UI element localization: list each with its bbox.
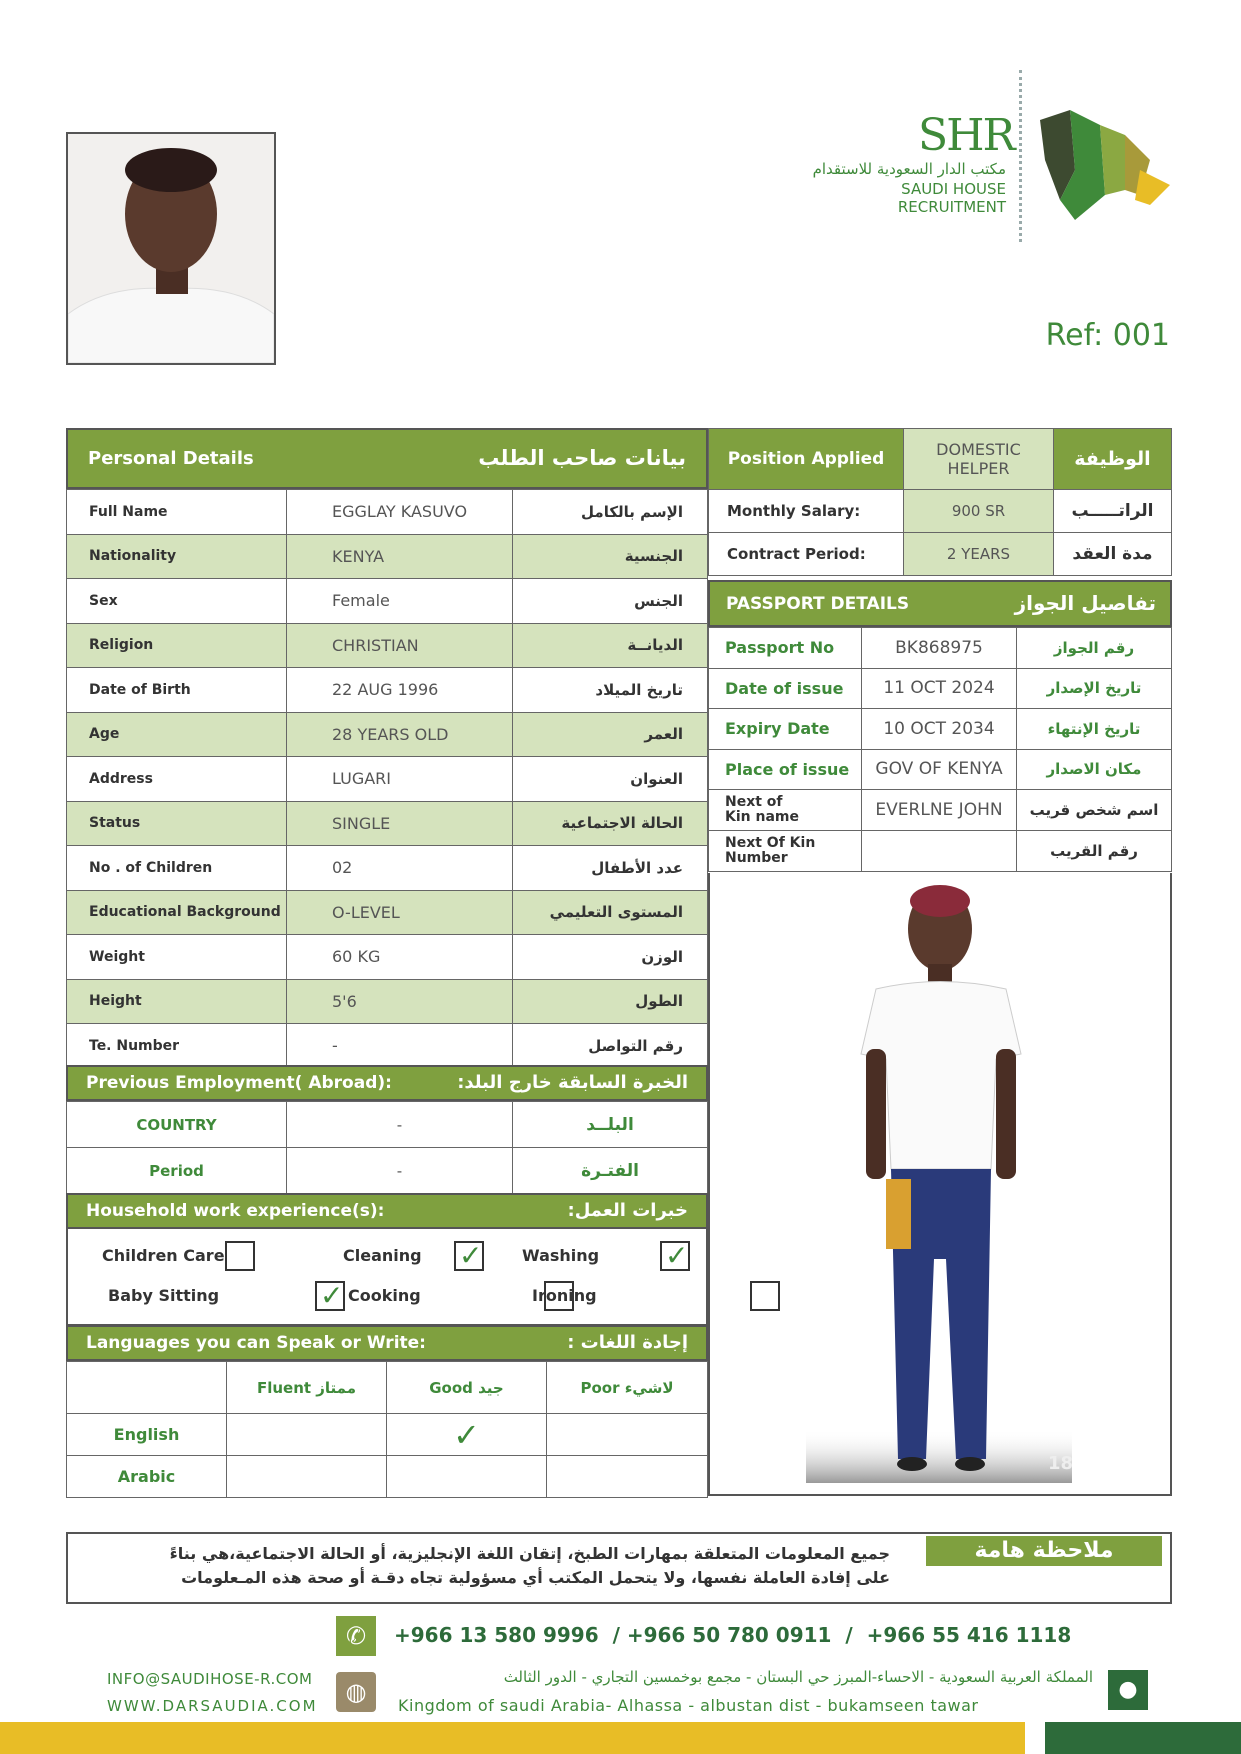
personal-value: - [287,1024,513,1069]
languages-title-en: Languages you can Speak or Write: [86,1333,426,1353]
kin-name-label-line2: Kin name [725,809,799,825]
photo-number: 18 [1048,1453,1074,1474]
portrait-image [68,134,274,363]
personal-label-ar: رقم التواصل [513,1024,708,1069]
personal-label-ar: العنوان [513,757,708,802]
phone-icon: ✆ [336,1616,376,1656]
personal-label: Nationality [67,534,287,579]
personal-label-ar: الحالة الاجتماعية [513,801,708,846]
position-value: DOMESTIC HELPER [904,429,1054,490]
kin-number-label-ar: رقم القريب [1017,831,1172,872]
passport-value: 11 OCT 2024 [862,668,1017,709]
contract-value: 2 YEARS [904,533,1054,576]
passport-value: GOV OF KENYA [862,749,1017,790]
contract-label: Contract Period: [709,533,904,576]
country-value: - [287,1102,513,1148]
skill-checkbox[interactable] [454,1241,484,1271]
personal-label-ar: الديانــة [513,623,708,668]
col-good: Good جيد [387,1362,547,1414]
period-value: - [287,1148,513,1194]
personal-label: Age [67,712,287,757]
passport-label-ar: مكان الاصدار [1017,749,1172,790]
personal-value: 28 YEARS OLD [287,712,513,757]
personal-row [67,1024,708,1069]
full-body-image [806,879,1072,1483]
languages-corner-cell [67,1362,227,1414]
position-row [709,429,1172,490]
personal-value: CHRISTIAN [287,623,513,668]
personal-label: Full Name [67,490,287,535]
household-title-en: Household work experience(s): [86,1201,385,1221]
note-line-1: جميع المعلومات المتعلقة بمهارات الطبخ، إتقان اللغة الإنجليزية، أو الحالة الاجتماعية،هي بناءً [169,1544,890,1563]
household-skills-panel [66,1229,708,1326]
passport-label-ar: تاريخ الإنتهاء [1017,709,1172,750]
col-fluent: Fluent ممتاز [227,1362,387,1414]
kin-name-value: EVERLNE JOHN [862,790,1017,831]
col-poor: Poor لاشيء [547,1362,708,1414]
passport-label: Expiry Date [709,709,862,750]
website: WWW.DARSAUDIA.COM [107,1697,318,1715]
personal-label: Weight [67,935,287,980]
personal-details-table [66,489,708,1069]
salary-value: 900 SR [904,490,1054,533]
language-name: English [67,1414,227,1456]
language-row [67,1414,708,1456]
personal-value: KENYA [287,534,513,579]
note-line-2: على إفادة العاملة نفسها، ولا يتحمل المكتب أي مسؤولية تجاه دقـة أو صحة هذه المـعلومات [181,1568,890,1587]
languages-title-ar: إجادة اللغات : [567,1332,688,1353]
kin-name-label-ar: اسم شخص قريب [1017,790,1172,831]
personal-label-ar: تاريخ الميلاد [513,668,708,713]
personal-label: Te. Number [67,1024,287,1069]
note-title: ملاحظة هامة [926,1536,1162,1566]
logo-map-icon [1030,90,1180,230]
personal-row [67,668,708,713]
personal-row [67,979,708,1024]
passport-label: Place of issue [709,749,862,790]
passport-row [709,628,1172,669]
personal-label: Address [67,757,287,802]
skill-checkbox[interactable] [225,1241,255,1271]
passport-value: 10 OCT 2034 [862,709,1017,750]
personal-label: No . of Children [67,846,287,891]
portrait-photo [66,132,276,365]
previous-employment-table [66,1101,708,1194]
kin-name-label [709,790,862,831]
passport-row [709,668,1172,709]
passport-row [709,749,1172,790]
skill-label: Washing [522,1246,600,1265]
language-poor-cell[interactable] [547,1456,708,1498]
passport-value: BK868975 [862,628,1017,669]
reference-number: Ref: 001 [1045,318,1170,353]
kin-number-row [709,831,1172,872]
kin-number-value [862,831,1017,872]
checkmark-icon: ✓ [453,1415,480,1454]
language-good-cell[interactable] [387,1414,547,1456]
personal-label-ar: الجنس [513,579,708,624]
personal-label: Religion [67,623,287,668]
personal-value: 02 [287,846,513,891]
personal-row [67,534,708,579]
personal-row [67,490,708,535]
important-note [66,1532,1172,1604]
kin-number-label [709,831,862,872]
phone-numbers: +966 13 580 9996 / +966 50 780 0911 / +966 55 416 1118 [394,1623,1072,1647]
passport-title-ar: تفاصيل الجواز [1014,591,1156,615]
previous-title-ar: الخبرة السابقة خارج البلد: [457,1072,688,1093]
salary-row [709,490,1172,533]
household-header [66,1193,708,1229]
passport-table [708,627,1172,872]
passport-label-ar: تاريخ الإصدار [1017,668,1172,709]
personal-value: 5'6 [287,979,513,1024]
contract-row [709,533,1172,576]
email: INFO@SAUDIHOSE-R.COM [107,1670,313,1688]
period-label-ar: الفتـرة [513,1148,708,1194]
passport-row [709,709,1172,750]
country-label-ar: البلــد [513,1102,708,1148]
full-body-photo-panel [708,873,1172,1496]
language-good-cell[interactable] [387,1456,547,1498]
skill-checkbox[interactable] [315,1281,345,1311]
position-label-ar: الوظيفة [1054,429,1172,490]
personal-label-ar: الإسم بالكامل [513,490,708,535]
personal-value: O-LEVEL [287,890,513,935]
period-label: Period [67,1148,287,1194]
skill-checkbox[interactable] [660,1241,690,1271]
personal-label-ar: الطول [513,979,708,1024]
logo-arabic: مكتب الدار السعودية للاستقدام [812,160,1006,178]
language-fluent-cell[interactable] [227,1414,387,1456]
location-pin-icon: ● [1108,1670,1148,1710]
globe-icon: ◍ [336,1672,376,1712]
languages-table [66,1361,708,1498]
skill-label: Ironing [532,1286,597,1305]
passport-label-ar: رقم الجواز [1017,628,1172,669]
skill-label: Children Care [102,1246,225,1265]
personal-row [67,890,708,935]
kin-number-label-line1: Next Of Kin [725,835,816,851]
address-ar: المملكة العربية السعودية - الاحساء-المبرز حي البستان - مجمع بوخمسين التجاري - الدور الثالث [503,1668,1093,1686]
skill-label: Cooking [348,1286,421,1305]
position-label: Position Applied [709,429,904,490]
passport-label: Passport No [709,628,862,669]
contract-label-ar: مدة العقد [1054,533,1172,576]
personal-label: Height [67,979,287,1024]
personal-row [67,935,708,980]
languages-header-row [67,1362,708,1414]
personal-value: EGGLAY KASUVO [287,490,513,535]
previous-period-row [67,1148,708,1194]
salary-label-ar: الراتـــــب [1054,490,1172,533]
language-poor-cell[interactable] [547,1414,708,1456]
passport-label: Date of issue [709,668,862,709]
language-row [67,1456,708,1498]
kin-name-row [709,790,1172,831]
personal-value: 60 KG [287,935,513,980]
personal-label: Date of Birth [67,668,287,713]
logo-english: SAUDI HOUSE RECRUITMENT [897,180,1006,216]
personal-label-ar: عدد الأطفال [513,846,708,891]
personal-label-ar: الجنسية [513,534,708,579]
position-table [708,428,1172,576]
personal-row [67,623,708,668]
personal-value: Female [287,579,513,624]
address-en: Kingdom of saudi Arabia- Alhassa - albustan dist - bukamseen tawar [398,1696,979,1715]
footer-green-bar [1045,1722,1241,1754]
personal-label-ar: الوزن [513,935,708,980]
previous-country-row [67,1102,708,1148]
passport-title-en: PASSPORT DETAILS [726,594,910,614]
country-label: COUNTRY [67,1102,287,1148]
logo-divider [1019,70,1022,242]
personal-details-header [66,428,708,489]
previous-title-en: Previous Employment( Abroad): [86,1073,392,1093]
previous-employment-header [66,1065,708,1101]
salary-label: Monthly Salary: [709,490,904,533]
kin-name-label-line1: Next of [725,794,783,810]
skill-label: Cleaning [343,1246,422,1265]
personal-row [67,579,708,624]
personal-row [67,846,708,891]
household-title-ar: خبرات العمل: [567,1200,688,1221]
personal-value: 22 AUG 1996 [287,668,513,713]
personal-label-ar: المستوى التعليمي [513,890,708,935]
personal-label: Sex [67,579,287,624]
personal-row [67,757,708,802]
personal-title-en: Personal Details [88,448,254,469]
language-fluent-cell[interactable] [227,1456,387,1498]
personal-row [67,712,708,757]
passport-header [708,580,1172,627]
kin-number-label-line2: Number [725,850,788,866]
logo-monogram: SHR [918,110,1014,161]
personal-title-ar: بيانات صاحب الطلب [478,446,686,470]
personal-label: Educational Background [67,890,287,935]
personal-value: LUGARI [287,757,513,802]
logo [790,70,1190,240]
personal-value: SINGLE [287,801,513,846]
language-name: Arabic [67,1456,227,1498]
skill-label: Baby Sitting [108,1286,220,1305]
personal-label-ar: العمر [513,712,708,757]
languages-header [66,1325,708,1361]
footer-yellow-bar [0,1722,1025,1754]
personal-row [67,801,708,846]
personal-label: Status [67,801,287,846]
